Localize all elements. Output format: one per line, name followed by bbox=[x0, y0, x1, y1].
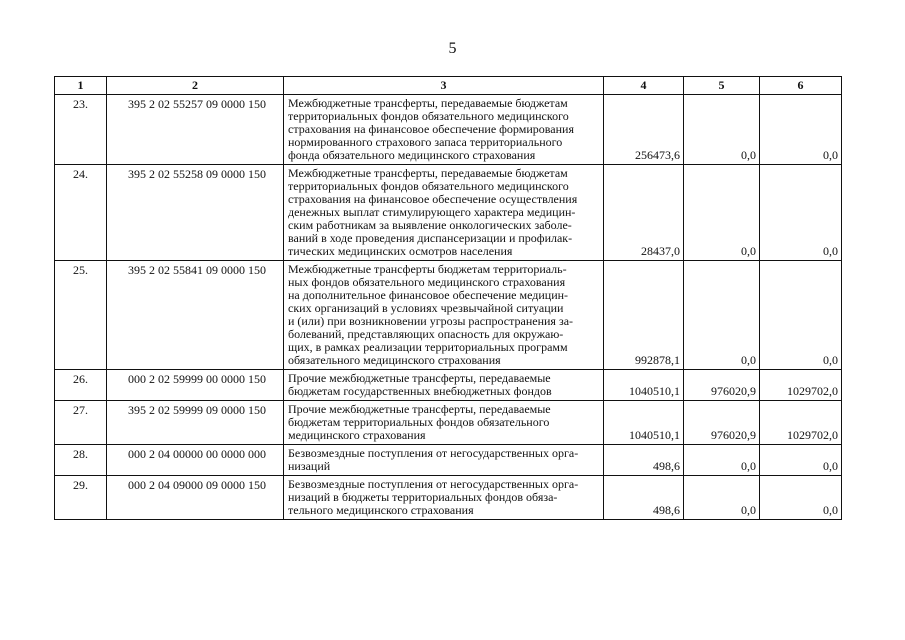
description-line: нормированного страхового запаса территориального bbox=[288, 135, 563, 149]
budget-code-cell: 000 2 04 09000 09 0000 150 bbox=[107, 476, 284, 520]
amount-col6-cell: 0,0 bbox=[760, 95, 842, 165]
description-line: тельного медицинского страхования bbox=[288, 503, 474, 517]
amount-col4-cell: 256473,6 bbox=[604, 95, 684, 165]
description-line: территориальных фондов обязательного медицинского bbox=[288, 109, 569, 123]
table-row bbox=[55, 476, 842, 520]
amount-col6-cell: 0,0 bbox=[760, 261, 842, 370]
row-number-cell: 26. bbox=[55, 370, 107, 401]
description-line: низаций в бюджеты территориальных фондов обяза- bbox=[288, 490, 558, 504]
description-line: обязательного медицинского страхования bbox=[288, 353, 501, 367]
description-line: ваний в ходе проведения диспансеризации и профилак- bbox=[288, 231, 573, 245]
description-line: тических медицинских осмотров населения bbox=[288, 244, 513, 258]
budget-table bbox=[54, 76, 842, 520]
description-line: болеваний, представляющих опасность для окружаю- bbox=[288, 327, 564, 341]
description-line: бюджетам государственных внебюджетных фондов bbox=[288, 384, 552, 398]
description-cell bbox=[284, 445, 604, 476]
description-cell bbox=[284, 95, 604, 165]
description-line: медицинского страхования bbox=[288, 428, 426, 442]
table-row bbox=[55, 370, 842, 401]
description-line: страхования на финансовое обеспечение формирования bbox=[288, 122, 574, 136]
amount-col4-cell: 498,6 bbox=[604, 476, 684, 520]
amount-col6-cell: 0,0 bbox=[760, 476, 842, 520]
description-line: территориальных фондов обязательного медицинского bbox=[288, 179, 569, 193]
column-header: 4 bbox=[604, 77, 684, 95]
column-header: 3 bbox=[284, 77, 604, 95]
description-line: щих, в рамках реализации территориальных программ bbox=[288, 340, 568, 354]
amount-col5-cell: 976020,9 bbox=[684, 370, 760, 401]
description-line: Безвозмездные поступления от негосударственных орга- bbox=[288, 477, 579, 491]
amount-col4-cell: 1040510,1 bbox=[604, 401, 684, 445]
description-line: низаций bbox=[288, 459, 331, 473]
amount-col6-cell: 0,0 bbox=[760, 165, 842, 261]
budget-code-cell: 395 2 02 55257 09 0000 150 bbox=[107, 95, 284, 165]
page-number: 5 bbox=[448, 40, 457, 57]
budget-code-cell: 395 2 02 55841 09 0000 150 bbox=[107, 261, 284, 370]
table-row bbox=[55, 445, 842, 476]
description-line: на дополнительное финансовое обеспечение медицин- bbox=[288, 288, 569, 302]
row-number-cell: 23. bbox=[55, 95, 107, 165]
amount-col6-cell: 0,0 bbox=[760, 445, 842, 476]
column-header: 5 bbox=[684, 77, 760, 95]
table-body bbox=[55, 95, 842, 520]
description-cell bbox=[284, 476, 604, 520]
amount-col4-cell: 498,6 bbox=[604, 445, 684, 476]
budget-code-cell: 000 2 02 59999 00 0000 150 bbox=[107, 370, 284, 401]
description-line: ских организаций в условиях чрезвычайной ситуации bbox=[288, 301, 564, 315]
column-header: 2 bbox=[107, 77, 284, 95]
amount-col6-cell: 1029702,0 bbox=[760, 370, 842, 401]
row-number-cell: 29. bbox=[55, 476, 107, 520]
description-cell bbox=[284, 165, 604, 261]
amount-col5-cell: 0,0 bbox=[684, 165, 760, 261]
amount-col4-cell: 1040510,1 bbox=[604, 370, 684, 401]
description-line: фонда обязательного медицинского страхования bbox=[288, 148, 536, 162]
row-number-cell: 24. bbox=[55, 165, 107, 261]
amount-col4-cell: 992878,1 bbox=[604, 261, 684, 370]
description-line: Межбюджетные трансферты, передаваемые бюджетам bbox=[288, 96, 568, 110]
column-header: 1 bbox=[55, 77, 107, 95]
amount-col5-cell: 0,0 bbox=[684, 445, 760, 476]
table-row bbox=[55, 261, 842, 370]
amount-col5-cell: 976020,9 bbox=[684, 401, 760, 445]
description-line: бюджетам территориальных фондов обязательного bbox=[288, 415, 550, 429]
description-line: ных фондов обязательного медицинского страхования bbox=[288, 275, 566, 289]
table-row bbox=[55, 95, 842, 165]
amount-col5-cell: 0,0 bbox=[684, 476, 760, 520]
row-number-cell: 27. bbox=[55, 401, 107, 445]
budget-code-cell: 395 2 02 55258 09 0000 150 bbox=[107, 165, 284, 261]
table-row bbox=[55, 165, 842, 261]
description-line: денежных выплат стимулирующего характера медицин- bbox=[288, 205, 576, 219]
description-line: Прочие межбюджетные трансферты, передаваемые bbox=[288, 402, 551, 416]
description-line: Прочие межбюджетные трансферты, передаваемые bbox=[288, 371, 551, 385]
column-header: 6 bbox=[760, 77, 842, 95]
description-line: ским работникам за выявление онкологических заболе- bbox=[288, 218, 572, 232]
table-header-row bbox=[55, 77, 842, 95]
description-cell bbox=[284, 401, 604, 445]
amount-col4-cell: 28437,0 bbox=[604, 165, 684, 261]
budget-code-cell: 000 2 04 00000 00 0000 000 bbox=[107, 445, 284, 476]
amount-col5-cell: 0,0 bbox=[684, 261, 760, 370]
description-cell bbox=[284, 261, 604, 370]
description-line: Безвозмездные поступления от негосударственных орга- bbox=[288, 446, 579, 460]
table-row bbox=[55, 401, 842, 445]
description-line: Межбюджетные трансферты бюджетам территориаль- bbox=[288, 262, 567, 276]
description-line: страхования на финансовое обеспечение осуществления bbox=[288, 192, 578, 206]
row-number-cell: 25. bbox=[55, 261, 107, 370]
description-line: и (или) при возникновении угрозы распространения за- bbox=[288, 314, 574, 328]
description-line: Межбюджетные трансферты, передаваемые бюджетам bbox=[288, 166, 568, 180]
budget-code-cell: 395 2 02 59999 09 0000 150 bbox=[107, 401, 284, 445]
description-cell bbox=[284, 370, 604, 401]
row-number-cell: 28. bbox=[55, 445, 107, 476]
amount-col6-cell: 1029702,0 bbox=[760, 401, 842, 445]
amount-col5-cell: 0,0 bbox=[684, 95, 760, 165]
